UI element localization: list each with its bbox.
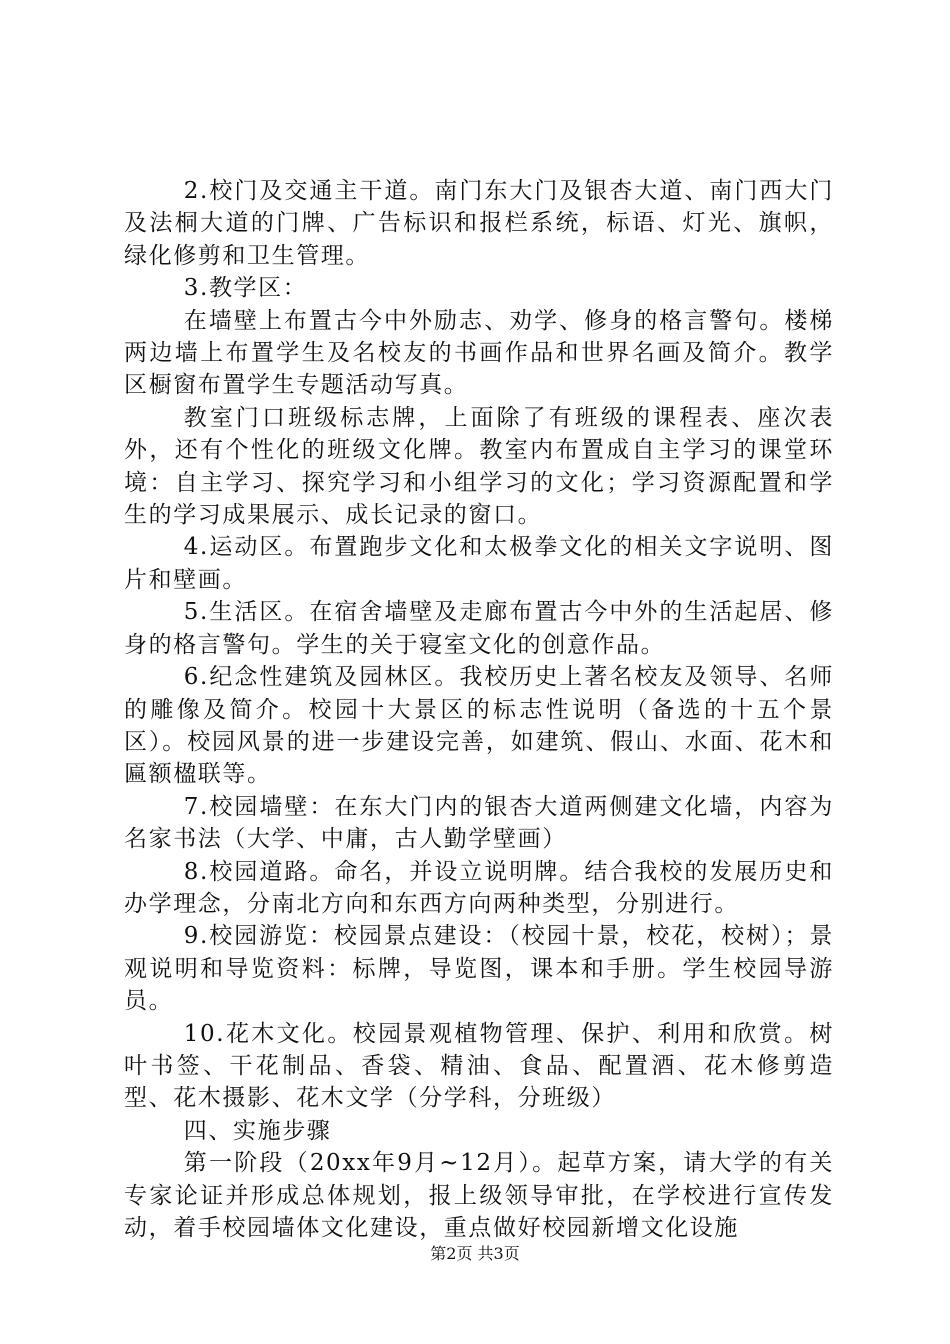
paragraph-teaching-area-walls: 在墙壁上布置古今中外励志、劝学、修身的格言警句。楼梯两边墙上布置学生及名校友的书画作品和世界名画及简介。教学区橱窗布置学生专题活动写真。 bbox=[124, 307, 834, 399]
section-heading-implementation-steps: 四、实施步骤 bbox=[183, 1117, 332, 1144]
paragraph-memorial-and-garden: 6.纪念性建筑及园林区。我校历史上著名校友及领导、名师的雕像及简介。校园十大景区的标志性说明（备选的十五个景区）。校园风景的进一步建设完善，如建筑、假山、水面、花木和匾额楹联等。 bbox=[124, 664, 834, 788]
paragraph-classroom-sign: 教室门口班级标志牌，上面除了有班级的课程表、座次表外，还有个性化的班级文化牌。教室内布置成自主学习的课堂环境：自主学习、探究学习和小组学习的文化；学习资源配置和学生的学习成果展示、成长记录的窗口。 bbox=[124, 404, 834, 529]
page-number-footer: 第2页 共3页 bbox=[430, 1244, 520, 1263]
paragraph-gate-and-main-road: 2.校门及交通主干道。南门东大门及银杏大道、南门西大门及法桐大道的门牌、广告标识和报栏系统，标语、灯光、旗帜，绿化修剪和卫生管理。 bbox=[124, 178, 834, 269]
paragraph-teaching-area-heading: 3.教学区： bbox=[183, 275, 308, 302]
document-body bbox=[124, 175, 834, 1244]
paragraph-campus-tour: 9.校园游览：校园景点建设：（校园十景，校花，校树）；景观说明和导览资料：标牌，导览图，课本和手册。学生校园导游员。 bbox=[124, 923, 834, 1015]
paragraph-campus-roads: 8.校园道路。命名，并设立说明牌。结合我校的发展历史和办学理念，分南北方向和东西方向两种类型，分别进行。 bbox=[124, 858, 834, 917]
paragraph-flower-culture: 10.花木文化。校园景观植物管理、保护、利用和欣赏。树叶书签、干花制品、香袋、精油、食品、配置酒、花木修剪造型、花木摄影、花木文学（分学科，分班级） bbox=[124, 1020, 834, 1112]
paragraph-living-area: 5.生活区。在宿舍墙壁及走廊布置古今中外的生活起居、修身的格言警句。学生的关于寝室文化的创意作品。 bbox=[124, 599, 834, 658]
paragraph-sports-area: 4.运动区。布置跑步文化和太极拳文化的相关文字说明、图片和壁画。 bbox=[124, 534, 834, 593]
paragraph-campus-walls: 7.校园墙壁：在东大门内的银杏大道两侧建文化墙，内容为名家书法（大学、中庸，古人勤学壁画） bbox=[124, 793, 834, 853]
paragraph-phase-one: 第一阶段（20xx年9月~12月）。起草方案，请大学的有关专家论证并形成总体规划，报上级领导审批，在学校进行宣传发动，着手校园墙体文化建设，重点做好校园新增文化设施 bbox=[124, 1150, 834, 1241]
